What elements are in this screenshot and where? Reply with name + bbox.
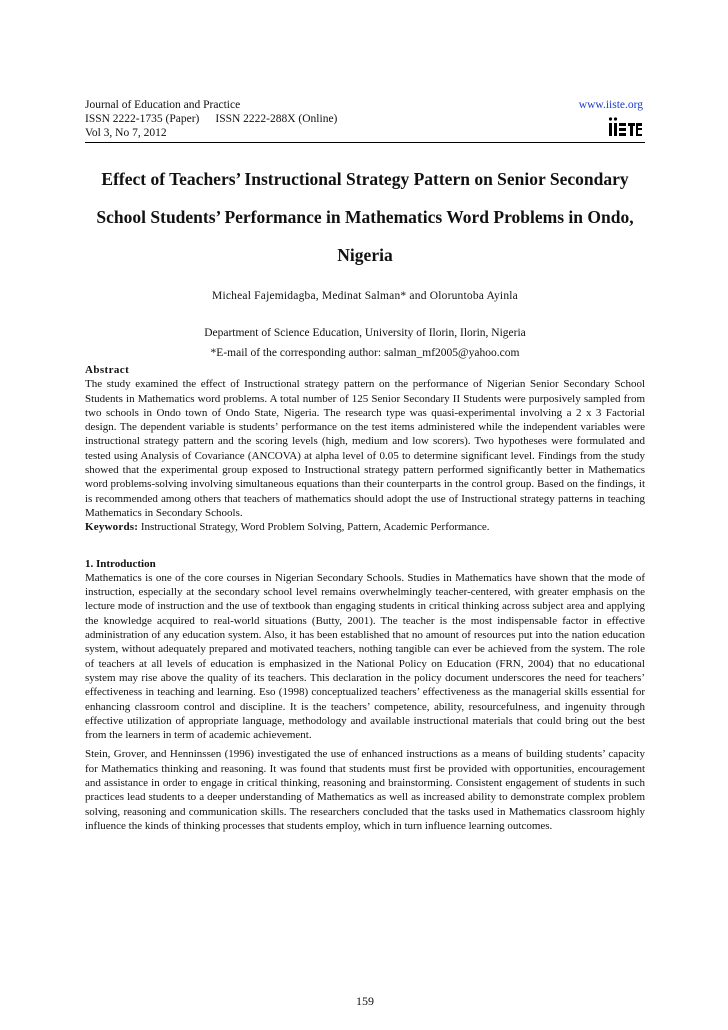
issn-online: ISSN 2222-288X (Online) [215,113,338,125]
iiste-logo-icon [607,114,643,138]
volume-info: Vol 3, No 7, 2012 [85,127,167,139]
introduction-heading: 1. Introduction [85,557,156,570]
abstract-text: The study examined the effect of Instructional strategy pattern on the performance of Nigerian Senior Secondary School Students in Mathematics word problems. A total number of 125 Senior Secondary II Students were purposively sampled from two schools in Ondo town of Ondo State, Nigeria. The research type was quasi-experimental involving a 2 x 3 Factorial design. The dependent variable is students’ performance on the test items administered while the independent variables were instructional strategy pattern and the scoring levels (high, medium and low scorers). Two hypotheses were formulated and tested using Analysis of Covariance (ANCOVA) at alpha level of 0.05 to determine significant level. Findings from the study showed that the experimental group exposed to Instructional strategy pattern performed significantly better in Mathematics word problems-solving involving simultaneous equations than their counterparts in the control group. Based on the findings, it is recommended among others that teachers of mathematics should adopt the use of Instructional strategy patterns in teaching Mathematics in Secondary Schools. [85,378,645,519]
journal-name: Journal of Education and Practice [85,99,241,111]
abstract-heading: Abstract [85,364,130,376]
header-rule [85,142,645,143]
affiliation: Department of Science Education, University of Ilorin, Ilorin, Nigeria [204,327,526,339]
issn-paper: ISSN 2222-1735 (Paper) [85,113,200,125]
introduction-paragraph-1: Mathematics is one of the core courses in Nigerian Secondary Schools. Studies in Mathematics have shown that the mode of instruction, especially at the secondary school level remains overwhelmingly teacher-centered, with greater emphasis on the lecture mode of instruction and the use of textbook than engaging students in critical thinking across subject area and applying the knowledge acquired to real-world situations (Butty, 2001). The teacher is the most indispensable factor in effective administration of any education system. Also, it has been established that no amount of resources put into the nation education system, without adequately prepared and motivated teachers, nothing tangible can ever be achieved from the system. The role of teachers at all levels of education is emphasized in the National Policy on Education (FRN, 2004) that no educational system may rise above the quality of its teachers. This declaration in the policy document underscores the need for teachers’ effectiveness in teaching and learning. Eso (1998) conceptualized teachers’ effectiveness as the managerial skills essential for enhancing classroom control and discipline. It is the teachers’ competence, ability, resourcefulness, and ingenuity through effective utilization of appropriate language, methodology and available instructional materials that could bring out the best from the learners in term of academic achievement. [85,571,645,742]
author-list: Micheal Fajemidagba, Medinat Salman* and Oloruntoba Ayinla [212,290,518,302]
paper-body [85,363,645,833]
journal-header [85,98,647,140]
issn-line [85,112,647,126]
keywords-label: Keywords: [85,521,139,534]
corresponding-email: *E-mail of the corresponding author: salman_mf2005@yahoo.com [210,347,520,359]
paper-page [85,98,647,1008]
keywords [85,520,645,534]
page-number: 159 [356,994,374,1008]
introduction-paragraph-2: Stein, Grover, and Henninssen (1996) investigated the use of enhanced instructions as a means of building students’ capacity for Mathematics thinking and reasoning. It was found that students must first be provided with opportunities, encouragement and assistance in order to engage in critical thinking, reasoning and brainstorming. Consistent engagement of students in such practices lead students to a deeper understanding of Mathematics as well as increased ability to demonstrate complex problem solving, reasoning and communication skills. The researchers concluded that the tasks used in Mathematics classroom highly influence the kinds of thinking processes that students employ, which in turn influence learning outcomes. [85,748,645,832]
keywords-text: Instructional Strategy, Word Problem Solving, Pattern, Academic Performance. [140,521,490,534]
journal-url-link[interactable]: www.iiste.org [578,99,643,111]
paper-title: Effect of Teachers’ Instructional Strategy Pattern on Senior Secondary School Students’ Performance in Mathematics Word Problems in Ondo, Nigeria [96,169,634,265]
